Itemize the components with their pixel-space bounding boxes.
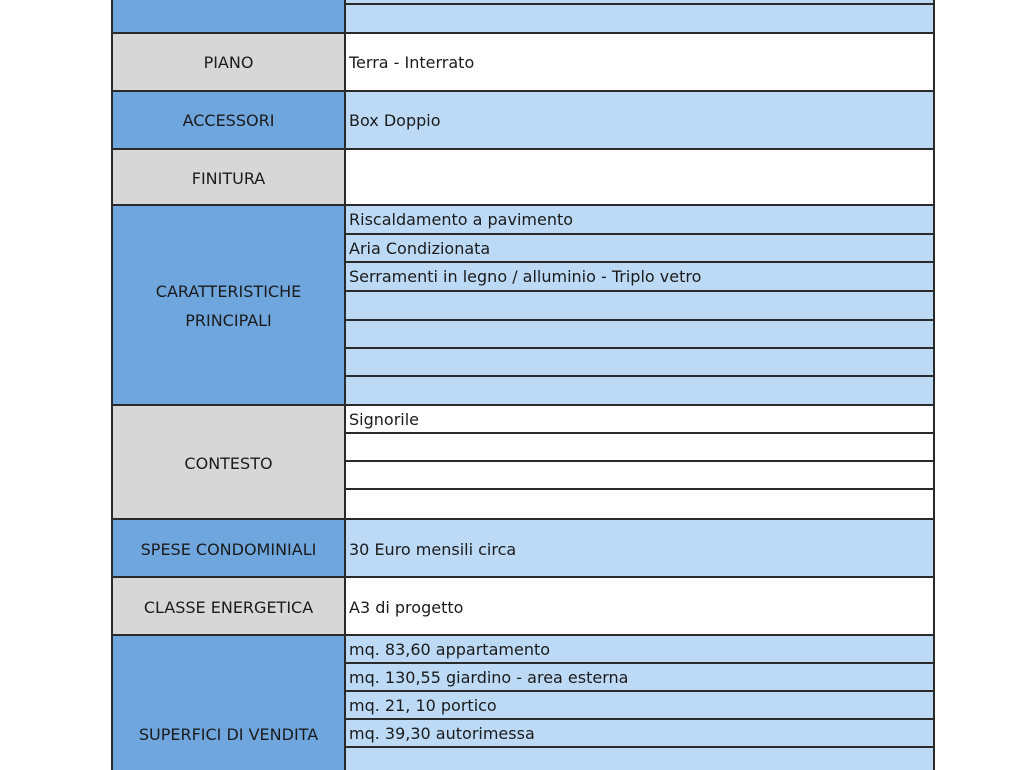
classe-value: A3 di progetto — [346, 578, 933, 636]
value-line — [346, 292, 933, 321]
piano-values — [346, 34, 935, 90]
value-line — [346, 377, 933, 406]
row-accessori — [111, 90, 935, 148]
row-superfici — [111, 634, 935, 770]
spese-values — [346, 520, 935, 578]
piano-label: PIANO — [111, 34, 346, 90]
finitura-value — [346, 150, 933, 206]
value-line: mq. 83,60 appartamento — [346, 636, 933, 664]
value-line: mq. 21, 10 portico — [346, 692, 933, 720]
value-line: Signorile — [346, 406, 933, 434]
row-spese — [111, 518, 935, 578]
row-contesto — [111, 404, 935, 520]
value-line: Riscaldamento a pavimento — [346, 206, 933, 235]
row-classe — [111, 576, 935, 636]
value-line — [346, 5, 933, 32]
finitura-values — [346, 150, 935, 206]
caratteristiche-label: CARATTERISTICHE PRINCIPALI — [111, 206, 346, 406]
accessori-values — [346, 92, 935, 148]
accessori-value: Box Doppio — [346, 92, 933, 148]
caratteristiche-values — [346, 206, 935, 406]
value-line — [346, 434, 933, 462]
value-line: mq. 130,55 giardino - area esterna — [346, 664, 933, 692]
superfici-values — [346, 636, 935, 770]
row-top-values — [346, 0, 935, 34]
value-line — [346, 349, 933, 377]
finitura-label: FINITURA — [111, 150, 346, 206]
value-line — [346, 490, 933, 520]
spese-label: SPESE CONDOMINIALI — [111, 520, 346, 578]
superfici-label: SUPERFICI DI VENDITA — [111, 636, 346, 770]
value-line — [346, 321, 933, 349]
row-caratteristiche — [111, 204, 935, 406]
contesto-values — [346, 406, 935, 520]
classe-values — [346, 578, 935, 636]
value-line — [346, 748, 933, 770]
row-piano — [111, 32, 935, 90]
classe-label: CLASSE ENERGETICA — [111, 578, 346, 636]
contesto-label: CONTESTO — [111, 406, 346, 520]
value-line — [346, 462, 933, 490]
spese-value: 30 Euro mensili circa — [346, 520, 933, 578]
value-line: Aria Condizionata — [346, 235, 933, 263]
value-line: Serramenti in legno / alluminio - Triplo vetro — [346, 263, 933, 292]
property-sheet — [111, 0, 935, 768]
accessori-label: ACCESSORI — [111, 92, 346, 148]
row-top — [111, 0, 935, 34]
value-line: mq. 39,30 autorimessa — [346, 720, 933, 748]
row-top-label — [111, 0, 346, 34]
piano-value: Terra - Interrato — [346, 34, 933, 90]
row-finitura — [111, 148, 935, 206]
